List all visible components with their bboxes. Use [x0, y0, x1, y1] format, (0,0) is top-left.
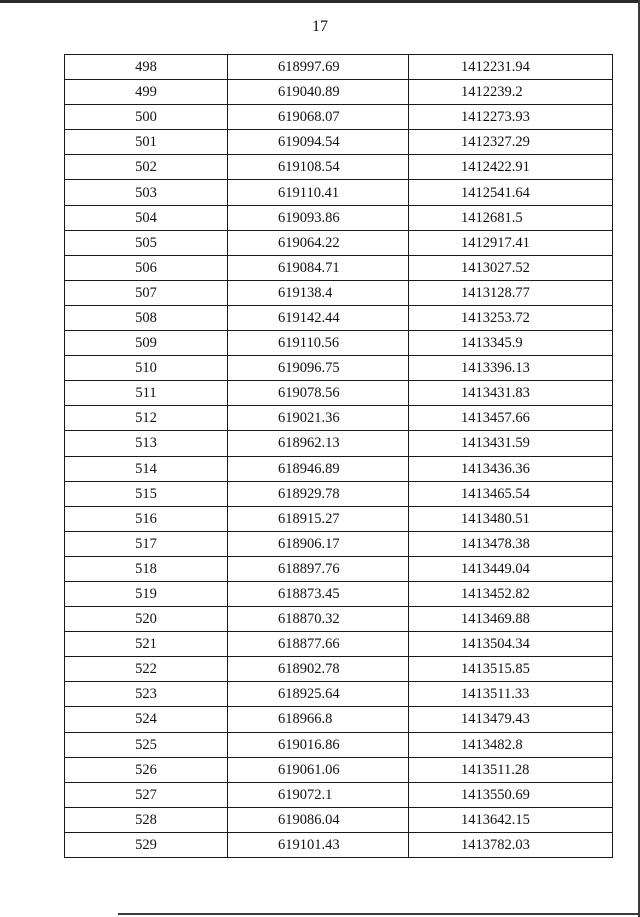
- x-coordinate-cell: 618915.27: [228, 506, 409, 531]
- point-number-cell: 528: [65, 807, 228, 832]
- point-number-cell: 505: [65, 230, 228, 255]
- x-coordinate-cell: 618870.32: [228, 607, 409, 632]
- y-coordinate-cell: 1412273.93: [409, 105, 613, 130]
- y-coordinate-cell: 1413482.8: [409, 732, 613, 757]
- y-coordinate-cell: 1413396.13: [409, 356, 613, 381]
- x-coordinate-cell: 619086.04: [228, 807, 409, 832]
- x-coordinate-cell: 619068.07: [228, 105, 409, 130]
- page-number: 17: [312, 18, 328, 35]
- table-row: [65, 832, 613, 857]
- table-row: [65, 556, 613, 581]
- table-row: [65, 481, 613, 506]
- point-number-cell: 516: [65, 506, 228, 531]
- y-coordinate-cell: 1413128.77: [409, 280, 613, 305]
- point-number-cell: 513: [65, 431, 228, 456]
- table-row: [65, 205, 613, 230]
- y-coordinate-cell: 1413436.36: [409, 456, 613, 481]
- point-number-cell: 504: [65, 205, 228, 230]
- x-coordinate-cell: 618929.78: [228, 481, 409, 506]
- table-row: [65, 280, 613, 305]
- y-coordinate-cell: 1413511.33: [409, 682, 613, 707]
- point-number-cell: 509: [65, 331, 228, 356]
- x-coordinate-cell: 619093.86: [228, 205, 409, 230]
- point-number-cell: 515: [65, 481, 228, 506]
- x-coordinate-cell: 619108.54: [228, 155, 409, 180]
- point-number-cell: 511: [65, 381, 228, 406]
- table-row: [65, 581, 613, 606]
- x-coordinate-cell: 619078.56: [228, 381, 409, 406]
- y-coordinate-cell: 1413469.88: [409, 607, 613, 632]
- point-number-cell: 526: [65, 757, 228, 782]
- y-coordinate-cell: 1413511.28: [409, 757, 613, 782]
- x-coordinate-cell: 618873.45: [228, 581, 409, 606]
- point-number-cell: 503: [65, 180, 228, 205]
- y-coordinate-cell: 1412681.5: [409, 205, 613, 230]
- point-number-cell: 527: [65, 782, 228, 807]
- x-coordinate-cell: 618902.78: [228, 657, 409, 682]
- x-coordinate-cell: 619016.86: [228, 732, 409, 757]
- y-coordinate-cell: 1413452.82: [409, 581, 613, 606]
- point-number-cell: 499: [65, 80, 228, 105]
- x-coordinate-cell: 618925.64: [228, 682, 409, 707]
- table-row: [65, 406, 613, 431]
- y-coordinate-cell: 1413253.72: [409, 305, 613, 330]
- x-coordinate-cell: 619064.22: [228, 230, 409, 255]
- table-row: [65, 456, 613, 481]
- x-coordinate-cell: 618877.66: [228, 632, 409, 657]
- table-row: [65, 807, 613, 832]
- point-number-cell: 517: [65, 531, 228, 556]
- table-row: [65, 331, 613, 356]
- scan-bottom-edge: [118, 913, 640, 915]
- table-row: [65, 657, 613, 682]
- point-number-cell: 500: [65, 105, 228, 130]
- y-coordinate-cell: 1413478.38: [409, 531, 613, 556]
- point-number-cell: 525: [65, 732, 228, 757]
- point-number-cell: 502: [65, 155, 228, 180]
- point-number-cell: 514: [65, 456, 228, 481]
- table-row: [65, 531, 613, 556]
- y-coordinate-cell: 1412541.64: [409, 180, 613, 205]
- y-coordinate-cell: 1413431.59: [409, 431, 613, 456]
- y-coordinate-cell: 1412231.94: [409, 55, 613, 80]
- point-number-cell: 523: [65, 682, 228, 707]
- table-row: [65, 255, 613, 280]
- x-coordinate-cell: 619138.4: [228, 280, 409, 305]
- y-coordinate-cell: 1413345.9: [409, 331, 613, 356]
- table-row: [65, 757, 613, 782]
- x-coordinate-cell: 618906.17: [228, 531, 409, 556]
- table-row: [65, 180, 613, 205]
- table-row: [65, 707, 613, 732]
- table-row: [65, 431, 613, 456]
- y-coordinate-cell: 1413431.83: [409, 381, 613, 406]
- x-coordinate-cell: 619110.56: [228, 331, 409, 356]
- point-number-cell: 529: [65, 832, 228, 857]
- x-coordinate-cell: 619096.75: [228, 356, 409, 381]
- table-row: [65, 732, 613, 757]
- point-number-cell: 519: [65, 581, 228, 606]
- x-coordinate-cell: 619040.89: [228, 80, 409, 105]
- x-coordinate-cell: 619142.44: [228, 305, 409, 330]
- x-coordinate-cell: 619110.41: [228, 180, 409, 205]
- y-coordinate-cell: 1412422.91: [409, 155, 613, 180]
- x-coordinate-cell: 619072.1: [228, 782, 409, 807]
- y-coordinate-cell: 1413457.66: [409, 406, 613, 431]
- table-row: [65, 55, 613, 80]
- y-coordinate-cell: 1413479.43: [409, 707, 613, 732]
- y-coordinate-cell: 1413465.54: [409, 481, 613, 506]
- y-coordinate-cell: 1412917.41: [409, 230, 613, 255]
- x-coordinate-cell: 618997.69: [228, 55, 409, 80]
- x-coordinate-cell: 618897.76: [228, 556, 409, 581]
- point-number-cell: 518: [65, 556, 228, 581]
- y-coordinate-cell: 1413027.52: [409, 255, 613, 280]
- y-coordinate-cell: 1412239.2: [409, 80, 613, 105]
- table-row: [65, 155, 613, 180]
- y-coordinate-cell: 1412327.29: [409, 130, 613, 155]
- x-coordinate-cell: 619021.36: [228, 406, 409, 431]
- point-number-cell: 508: [65, 305, 228, 330]
- x-coordinate-cell: 618962.13: [228, 431, 409, 456]
- point-number-cell: 510: [65, 356, 228, 381]
- table-row: [65, 782, 613, 807]
- point-number-cell: 501: [65, 130, 228, 155]
- coordinates-table-body: [65, 55, 613, 858]
- coordinates-table: [64, 54, 613, 858]
- table-row: [65, 230, 613, 255]
- x-coordinate-cell: 618966.8: [228, 707, 409, 732]
- table-row: [65, 381, 613, 406]
- y-coordinate-cell: 1413515.85: [409, 657, 613, 682]
- y-coordinate-cell: 1413550.69: [409, 782, 613, 807]
- point-number-cell: 507: [65, 280, 228, 305]
- point-number-cell: 498: [65, 55, 228, 80]
- y-coordinate-cell: 1413480.51: [409, 506, 613, 531]
- x-coordinate-cell: 619101.43: [228, 832, 409, 857]
- point-number-cell: 512: [65, 406, 228, 431]
- point-number-cell: 521: [65, 632, 228, 657]
- table-row: [65, 632, 613, 657]
- x-coordinate-cell: 619061.06: [228, 757, 409, 782]
- point-number-cell: 506: [65, 255, 228, 280]
- x-coordinate-cell: 619084.71: [228, 255, 409, 280]
- y-coordinate-cell: 1413449.04: [409, 556, 613, 581]
- point-number-cell: 522: [65, 657, 228, 682]
- y-coordinate-cell: 1413782.03: [409, 832, 613, 857]
- table-row: [65, 80, 613, 105]
- x-coordinate-cell: 618946.89: [228, 456, 409, 481]
- point-number-cell: 520: [65, 607, 228, 632]
- x-coordinate-cell: 619094.54: [228, 130, 409, 155]
- table-row: [65, 130, 613, 155]
- scan-top-edge: [0, 0, 640, 3]
- table-row: [65, 682, 613, 707]
- table-row: [65, 506, 613, 531]
- y-coordinate-cell: 1413642.15: [409, 807, 613, 832]
- point-number-cell: 524: [65, 707, 228, 732]
- table-row: [65, 607, 613, 632]
- table-row: [65, 356, 613, 381]
- table-row: [65, 305, 613, 330]
- table-row: [65, 105, 613, 130]
- y-coordinate-cell: 1413504.34: [409, 632, 613, 657]
